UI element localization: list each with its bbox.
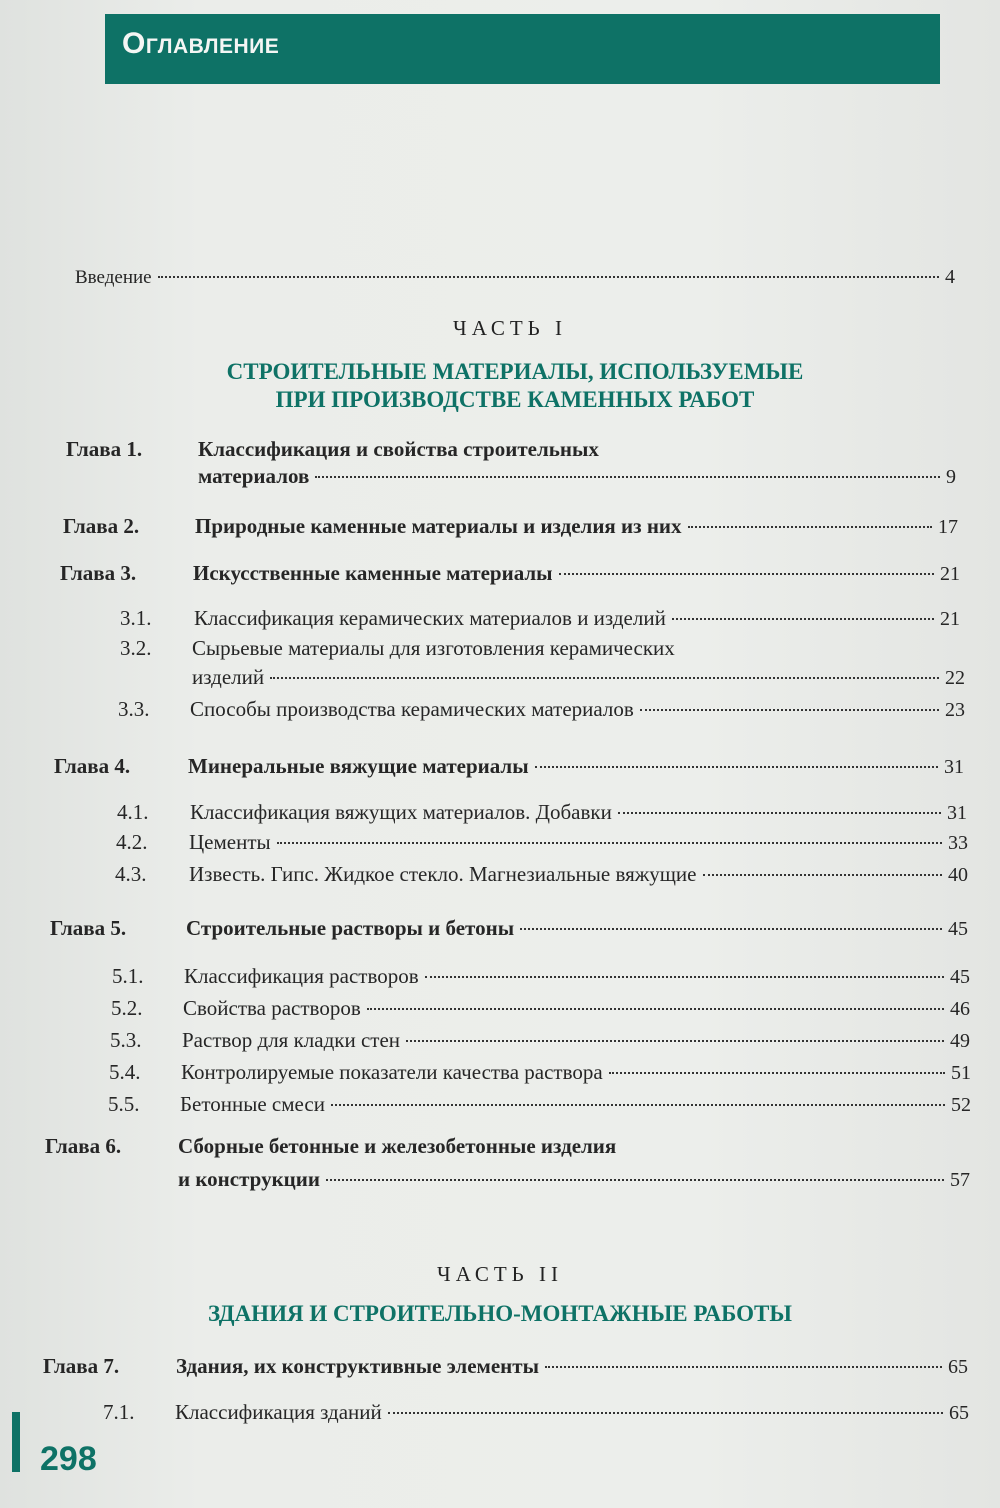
chapter-title: Минеральные вяжущие материалы — [188, 754, 529, 778]
intro-label: Введение — [75, 267, 152, 288]
toc-section-5-5: 5.5. Бетонные смеси 52 — [108, 1092, 971, 1116]
dot-leader — [388, 1412, 943, 1414]
toc-chapter-5: Глава 5. Строительные растворы и бетоны 45 — [50, 916, 968, 940]
toc-section-3-1: 3.1. Классификация керамических материалов и изделий 21 — [120, 606, 960, 630]
part2-label: ЧАСТЬ II — [437, 1262, 563, 1286]
section-title: Бетонные смеси — [180, 1092, 325, 1116]
dot-leader — [640, 709, 939, 711]
chapter-title: Здания, их конструктивные элементы — [176, 1354, 539, 1378]
toc-section-3-2: 3.2. Сырьевые материалы для изготовления керамических изделий 22 — [120, 636, 965, 689]
toc-section-4-1: 4.1. Классификация вяжущих материалов. Добавки 31 — [117, 800, 967, 824]
chapter-page: 21 — [940, 563, 960, 585]
dot-leader — [535, 766, 938, 768]
chapter-page: 57 — [950, 1169, 970, 1191]
chapter-title: Природные каменные материалы и изделия из них — [195, 514, 682, 538]
part1-title-line1: СТРОИТЕЛЬНЫЕ МАТЕРИАЛЫ, ИСПОЛЬЗУЕМЫЕ — [226, 359, 804, 384]
toc-section-5-3: 5.3. Раствор для кладки стен 49 — [110, 1028, 970, 1052]
dot-leader — [367, 1008, 944, 1010]
part1-label: ЧАСТЬ I — [453, 316, 567, 340]
part1-title-line2: ПРИ ПРОИЗВОДСТВЕ КАМЕННЫХ РАБОТ — [275, 387, 755, 412]
dot-leader — [315, 476, 940, 478]
section-title: Классификация вяжущих материалов. Добавки — [190, 800, 612, 824]
section-title: Способы производства керамических материалов — [190, 697, 634, 721]
section-page: 45 — [950, 966, 970, 988]
section-title-line1: Сырьевые материалы для изготовления керамических — [192, 636, 675, 660]
section-page: 40 — [948, 864, 968, 886]
part2-title: ЗДАНИЯ И СТРОИТЕЛЬНО-МОНТАЖНЫЕ РАБОТЫ — [208, 1301, 792, 1326]
dot-leader — [425, 976, 944, 978]
toc-chapter-3: Глава 3. Искусственные каменные материалы 21 — [60, 561, 960, 585]
section-page: 22 — [945, 667, 965, 689]
section-page: 23 — [945, 699, 965, 721]
chapter-page: 45 — [948, 918, 968, 940]
toc-chapter-2: Глава 2. Природные каменные материалы и изделия из них 17 — [63, 514, 958, 538]
toc-section-5-4: 5.4. Контролируемые показатели качества раствора 51 — [109, 1060, 971, 1084]
section-page: 49 — [950, 1030, 970, 1052]
toc-chapter-4: Глава 4. Минеральные вяжущие материалы 31 — [54, 754, 964, 778]
section-page: 21 — [940, 608, 960, 630]
chapter-page: 17 — [938, 516, 958, 538]
dot-leader — [277, 842, 942, 844]
margin-marker — [12, 1412, 20, 1472]
toc-chapter-7: Глава 7. Здания, их конструктивные элементы 65 — [43, 1354, 968, 1378]
toc-section-5-1: 5.1. Классификация растворов 45 — [112, 964, 970, 988]
dot-leader — [609, 1072, 945, 1074]
chapter-page: 31 — [944, 756, 964, 778]
dot-leader — [158, 276, 939, 278]
dot-leader — [559, 573, 934, 575]
chapter-title: Искусственные каменные материалы — [193, 561, 553, 585]
section-title: Цементы — [189, 830, 271, 854]
section-title-line2: изделий — [192, 665, 265, 689]
section-title: Классификация керамических материалов и изделий — [194, 606, 666, 630]
dot-leader — [326, 1179, 944, 1181]
toc-section-4-3: 4.3. Известь. Гипс. Жидкое стекло. Магнезиальные вяжущие 40 — [115, 862, 968, 886]
chapter-page: 65 — [948, 1356, 968, 1378]
page-number: 298 — [40, 1440, 97, 1478]
dot-leader — [688, 526, 932, 528]
section-page: 52 — [951, 1094, 971, 1116]
dot-leader — [703, 874, 943, 876]
chapter-title-line1: Сборные бетонные и железобетонные изделия — [178, 1134, 617, 1158]
toc-section-4-2: 4.2. Цементы 33 — [116, 830, 968, 854]
dot-leader — [331, 1104, 945, 1106]
toc-chapter-6: Глава 6. Сборные бетонные и железобетонные изделия и конструкции 57 — [45, 1134, 970, 1191]
dot-leader — [270, 677, 939, 679]
dot-leader — [520, 928, 942, 930]
section-title: Классификация зданий — [175, 1400, 382, 1424]
section-title: Свойства растворов — [183, 996, 361, 1020]
page-title: Оглавление — [122, 27, 280, 60]
dot-leader — [406, 1040, 944, 1042]
section-title: Классификация растворов — [184, 964, 419, 988]
chapter-title-line1: Классификация и свойства строительных — [198, 437, 599, 461]
toc-section-5-2: 5.2. Свойства растворов 46 — [111, 996, 970, 1020]
toc-section-7-1: 7.1. Классификация зданий 65 — [103, 1400, 969, 1424]
chapter-title: Строительные растворы и бетоны — [186, 916, 515, 940]
section-page: 65 — [949, 1402, 969, 1424]
dot-leader — [672, 618, 934, 620]
section-title: Контролируемые показатели качества раствора — [181, 1060, 603, 1084]
chapter-page: 9 — [946, 466, 956, 488]
toc-intro — [75, 266, 955, 289]
toc-chapter-1: Глава 1. Классификация и свойства строительных материалов 9 — [66, 437, 956, 488]
section-title: Раствор для кладки стен — [182, 1028, 401, 1052]
toc-section-3-3: 3.3. Способы производства керамических материалов 23 — [118, 697, 965, 721]
intro-page: 4 — [945, 266, 955, 288]
section-title: Известь. Гипс. Жидкое стекло. Магнезиальные вяжущие — [189, 862, 697, 886]
dot-leader — [545, 1366, 942, 1368]
section-page: 46 — [950, 998, 970, 1020]
chapter-title-line2: и конструкции — [178, 1167, 320, 1191]
dot-leader — [618, 812, 941, 814]
section-page: 31 — [947, 802, 967, 824]
section-page: 33 — [948, 832, 968, 854]
section-page: 51 — [951, 1062, 971, 1084]
chapter-title-line2: материалов — [198, 464, 310, 488]
